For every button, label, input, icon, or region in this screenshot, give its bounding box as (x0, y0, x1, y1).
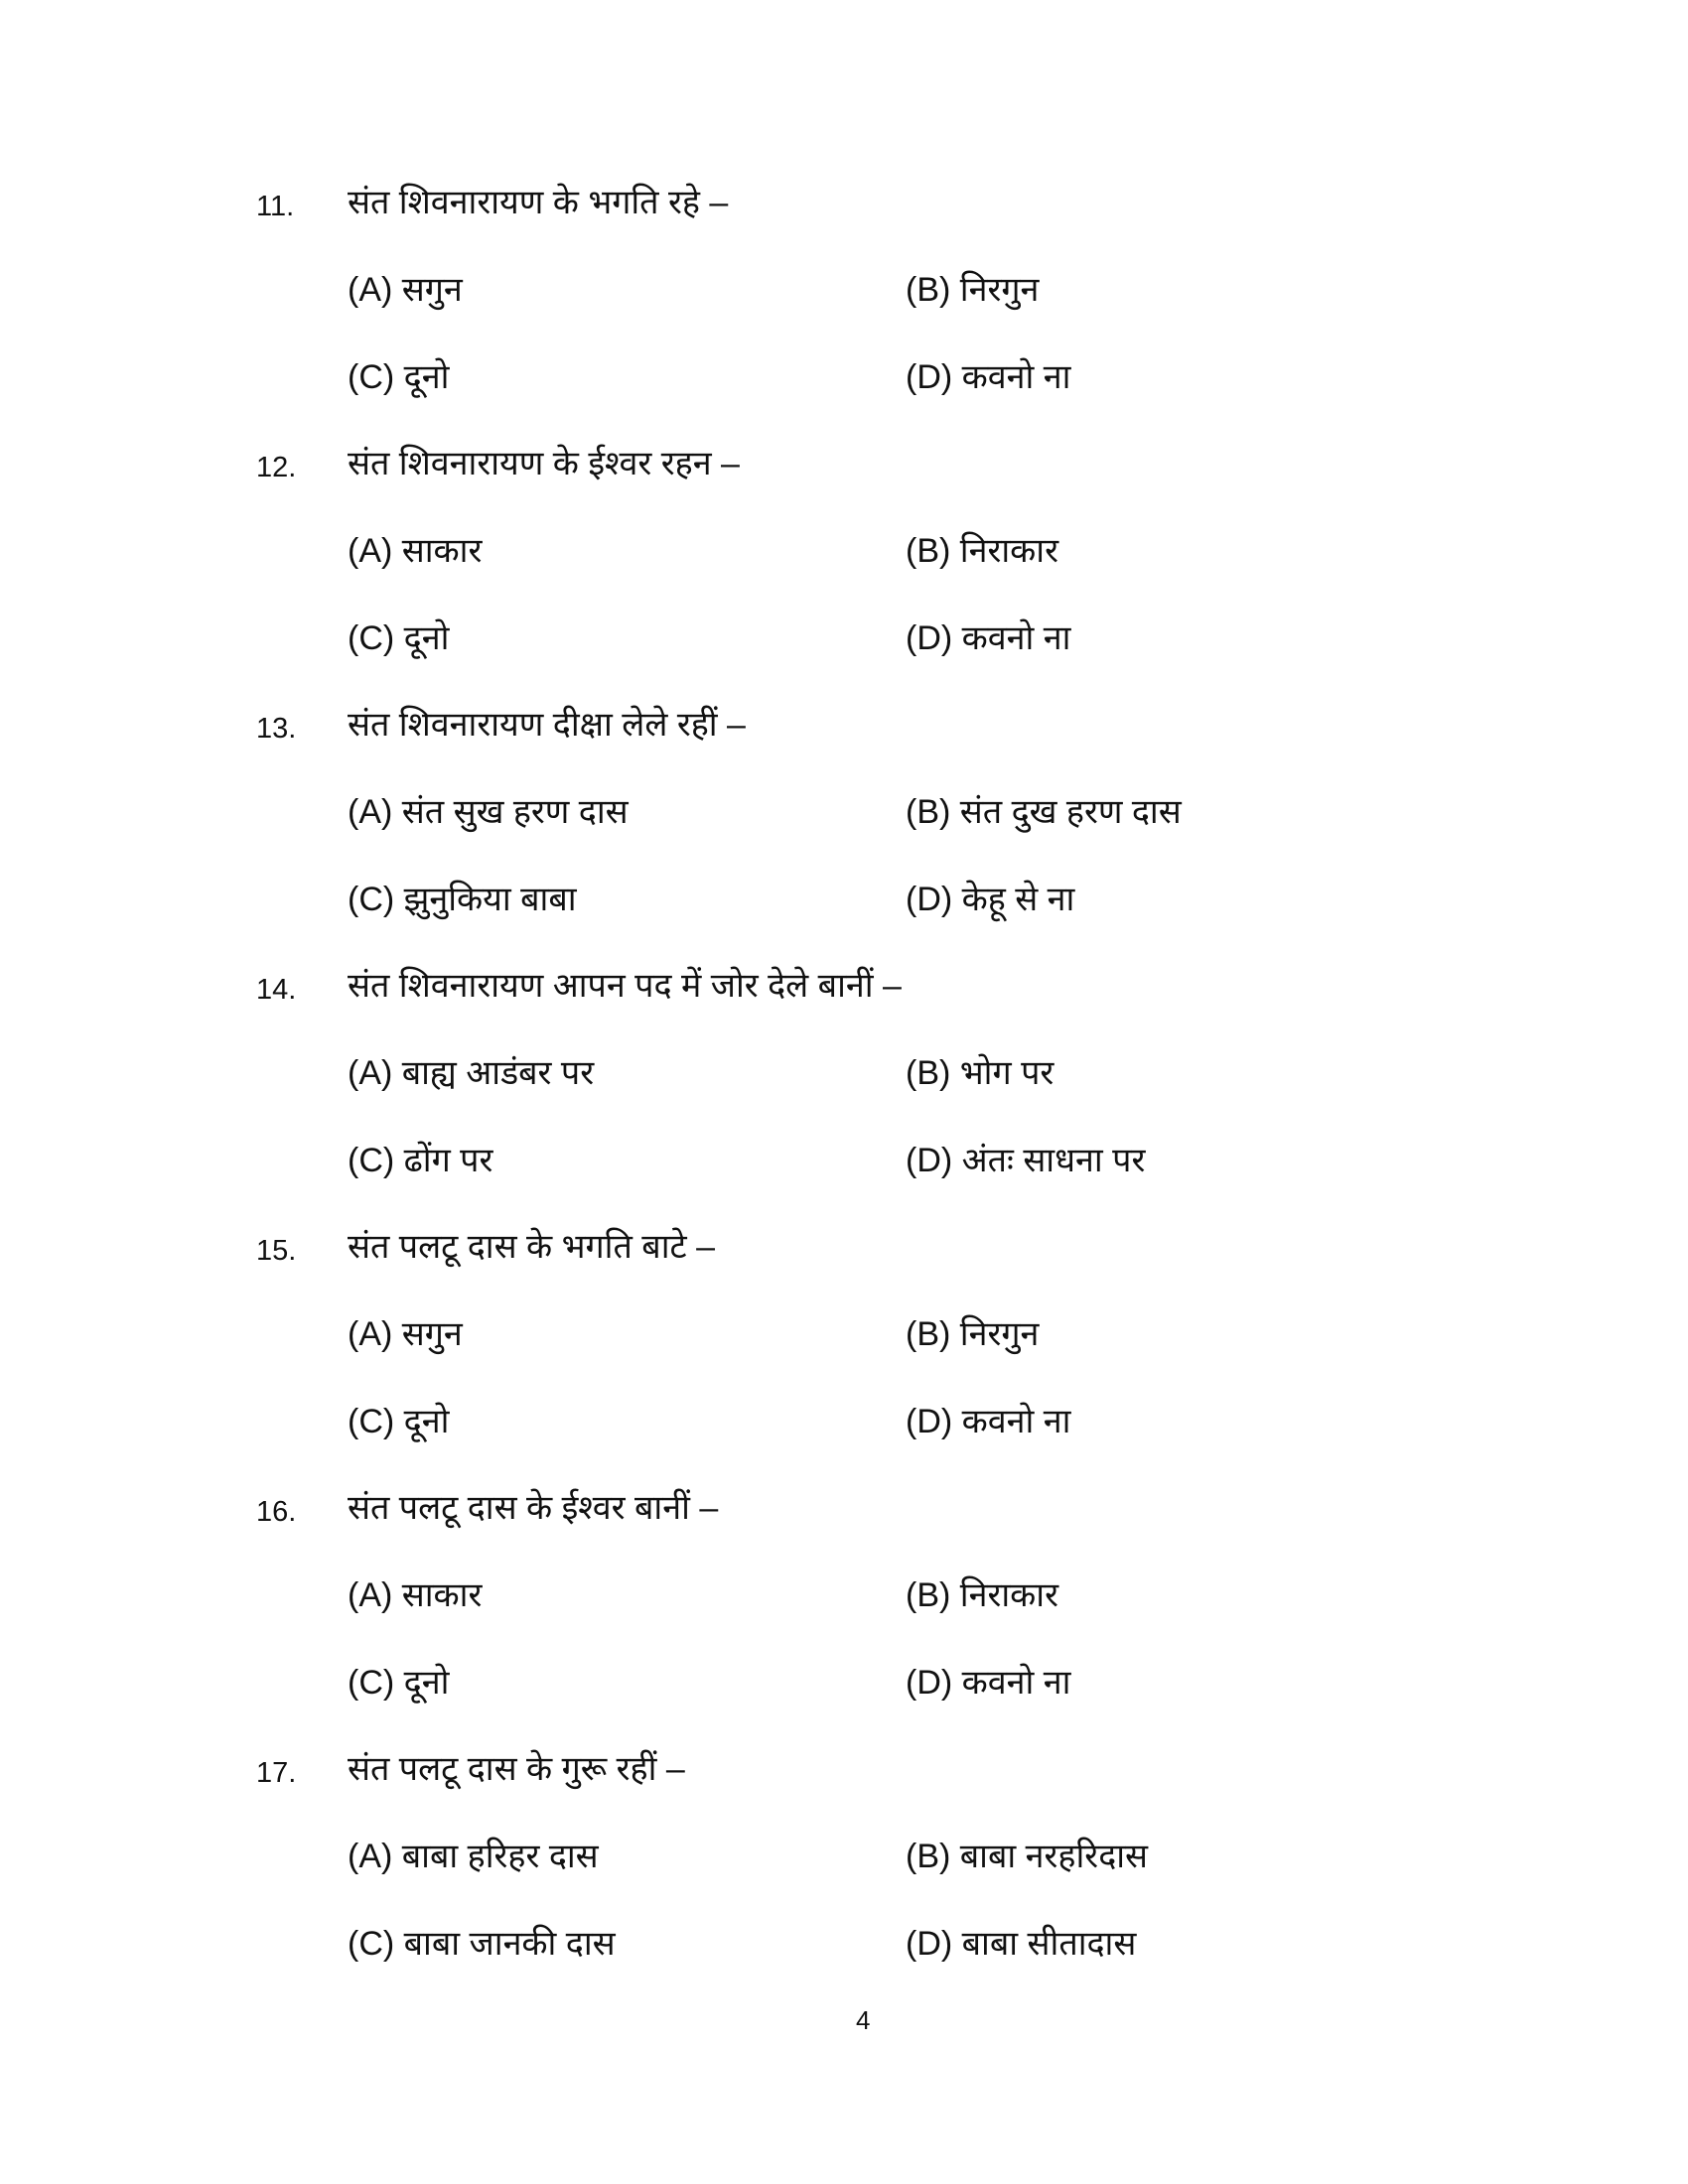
option-b: (B) निरगुन (906, 1315, 1040, 1353)
question-number: 11. (256, 191, 295, 222)
option-a: (A) बाह्य आडंबर पर (348, 1054, 595, 1092)
page-number: 4 (856, 2005, 871, 2035)
question-number: 17. (256, 1757, 297, 1789)
option-b: (B) भोग पर (906, 1054, 1055, 1092)
question-14 (0, 967, 1688, 1231)
option-a: (A) साकार (348, 532, 483, 570)
question-number: 15. (256, 1235, 297, 1267)
option-c: (C) दूनो (348, 358, 450, 396)
option-a: (A) सगुन (348, 1315, 463, 1353)
question-text: संत पलटू दास के भगति बाटे – (348, 1228, 715, 1266)
option-c: (C) बाबा जानकी दास (348, 1925, 616, 1963)
question-16 (0, 1489, 1688, 1753)
option-d: (D) बाबा सीतादास (906, 1925, 1137, 1963)
option-d: (D) कवनो ना (906, 1403, 1071, 1440)
question-17 (0, 1750, 1688, 2014)
question-text: संत पलटू दास के ईश्वर बानीं – (348, 1489, 719, 1527)
question-text: संत शिवनारायण दीक्षा लेले रहीं – (348, 706, 746, 744)
option-b: (B) निरगुन (906, 271, 1040, 309)
question-12 (0, 445, 1688, 709)
question-number: 16. (256, 1496, 297, 1528)
question-number: 14. (256, 974, 297, 1006)
question-13 (0, 706, 1688, 970)
question-11 (0, 184, 1688, 448)
option-b: (B) निराकार (906, 532, 1058, 570)
option-a: (A) साकार (348, 1576, 483, 1614)
option-d: (D) केहू से ना (906, 881, 1075, 918)
question-text: संत शिवनारायण के भगति रहे – (348, 184, 729, 221)
option-a: (A) बाबा हरिहर दास (348, 1838, 599, 1875)
question-15 (0, 1228, 1688, 1492)
option-c: (C) दूनो (348, 1403, 450, 1440)
question-text: संत शिवनारायण आपन पद में जोर देले बानीं – (348, 967, 902, 1005)
option-a: (A) संत सुख हरण दास (348, 793, 629, 831)
option-c: (C) दूनो (348, 619, 450, 657)
option-a: (A) सगुन (348, 271, 463, 309)
option-c: (C) झुनुकिया बाबा (348, 881, 577, 918)
option-b: (B) निराकार (906, 1576, 1058, 1614)
question-number: 13. (256, 713, 297, 745)
option-b: (B) संत दुख हरण दास (906, 793, 1182, 831)
option-d: (D) कवनो ना (906, 619, 1071, 657)
question-number: 12. (256, 452, 297, 483)
question-text: संत शिवनारायण के ईश्वर रहन – (348, 445, 740, 482)
question-text: संत पलटू दास के गुरू रहीं – (348, 1750, 685, 1788)
option-c: (C) दूनो (348, 1664, 450, 1702)
option-c: (C) ढोंग पर (348, 1142, 493, 1179)
option-d: (D) अंतः साधना पर (906, 1142, 1146, 1179)
option-b: (B) बाबा नरहरिदास (906, 1838, 1149, 1875)
option-d: (D) कवनो ना (906, 358, 1071, 396)
option-d: (D) कवनो ना (906, 1664, 1071, 1702)
